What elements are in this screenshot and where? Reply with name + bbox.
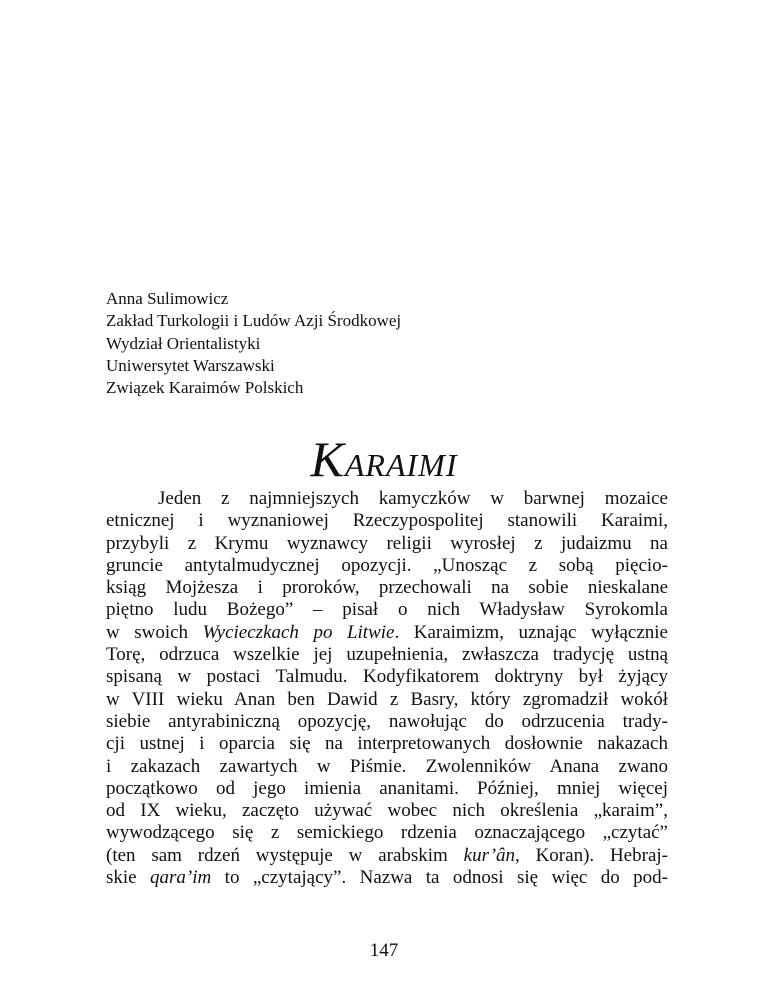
page-number: 147 [369,940,399,961]
text-line [106,577,668,599]
text-line [106,510,668,532]
italic-text: kur’ân [463,844,516,866]
text-segment: od IX wieku, zaczęto używać wobec nich określenia „karaim”, [106,800,668,822]
text-line [106,622,668,644]
department: Zakład Turkologii i Ludów Azji Środkowej [106,311,402,331]
italic-text: qara’im [150,867,212,889]
text-line [106,800,668,822]
text-line [106,689,668,711]
text-segment: gruncie antytalmudycznej opozycji. „Unosząc z sobą pięcio- [106,554,668,576]
text-segment: Jeden z najmniejszych kamyczków w barwnej mozaice [158,488,668,509]
text-line [106,666,668,688]
text-segment: etnicznej i wyznaniowej Rzeczypospolitej stanowili Karaimi, [106,510,668,532]
text-segment: piętno ludu Bożego” – pisał o nich Władysław Syrokomla [106,599,668,621]
text-segment: (ten sam rdzeń występuje w arabskim [106,844,464,866]
faculty: Wydział Orientalistyki [106,333,261,353]
text-line [106,822,668,844]
text-segment: spisaną w postaci Talmudu. Kodyfikatorem doktryny był żyjący [106,666,668,688]
text-segment: przybyli z Krymu wyznawcy religii wyrosłej z judaizmu na [106,532,668,554]
text-segment: . Karaimizm, uznając wyłącznie [394,621,668,643]
text-segment: to „czytający”. Nazwa ta odnosi się więc do pod- [211,867,669,889]
text-line [106,488,668,510]
body-paragraph [106,488,668,889]
text-segment: w VIII wieku Anan ben Dawid z Basry, który zgromadził wokół [106,688,668,710]
text-line [106,555,668,577]
text-line [106,778,668,800]
author-affiliation [106,288,401,399]
text-segment: skie [106,867,151,889]
italic-text: Wycieczkach po Litwie [202,621,395,643]
text-segment: siebie antyrabiniczną opozycję, nawołując do odrzucenia trady- [106,710,668,732]
text-segment: i zakazach zawartych w Piśmie. Zwolenników Anana zwano [106,755,668,777]
text-segment: początkowo od jego imienia ananitami. Później, mniej więcej [106,777,668,799]
text-segment: , Koran). Hebraj- [515,844,668,866]
text-line [106,733,668,755]
text-line [106,599,668,621]
text-line [106,533,668,555]
text-segment: ksiąg Mojżesza i proroków, przechowali na sobie nieskalane [106,577,668,599]
association: Związek Karaimów Polskich [106,378,304,398]
author-name: Anna Sulimowicz [106,289,229,308]
article-title [0,430,768,488]
title-initial: K [310,431,345,487]
university: Uniwersytet Warszawski [106,355,275,375]
text-segment: Torę, odrzuca wszelkie jej uzupełnienia, zwłaszcza tradycję ustną [106,644,668,666]
text-segment: wywodzącego się z semickiego rdzenia oznaczającego „czytać” [106,822,668,844]
text-line [106,711,668,733]
text-line [106,845,668,867]
text-line [106,644,668,666]
title-rest: ARAIMI [344,447,458,483]
text-line [106,867,668,889]
text-segment: cji ustnej i oparcia się na interpretowanych dosłownie nakazach [106,733,668,755]
text-segment: w swoich [106,621,203,643]
text-line [106,756,668,778]
